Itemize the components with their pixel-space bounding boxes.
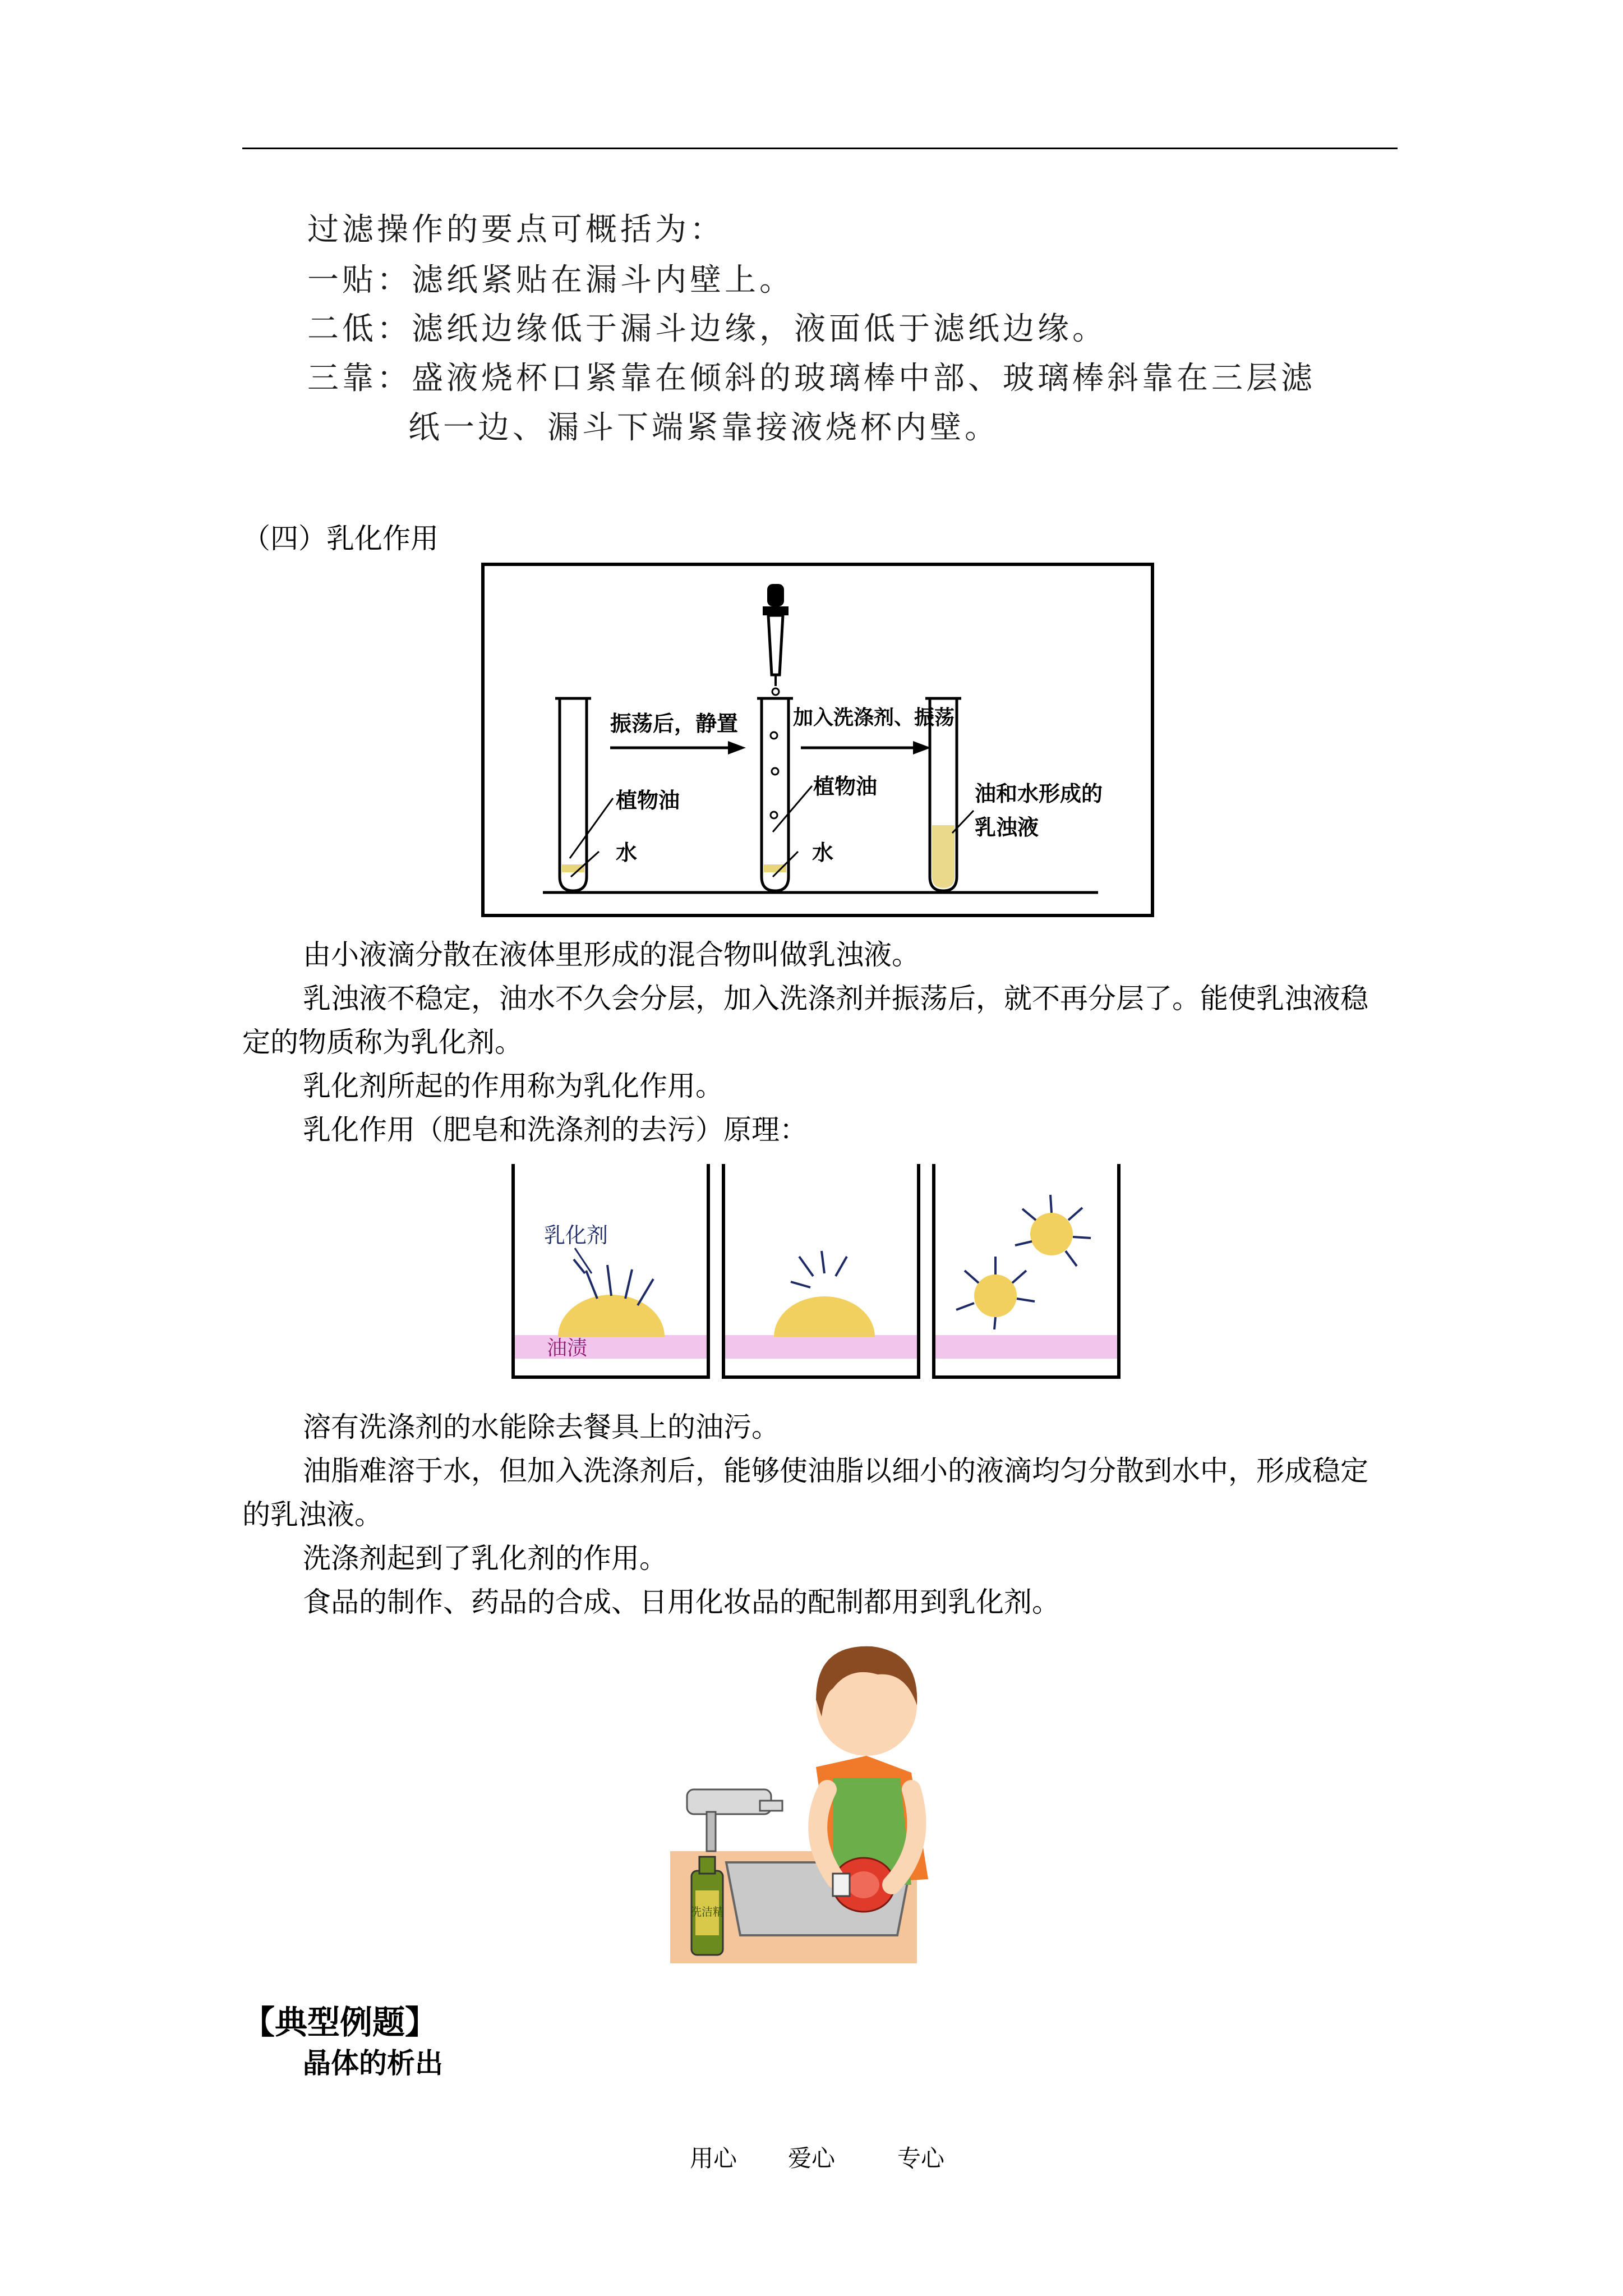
faucet-icon <box>687 1789 771 1814</box>
beaker-2 <box>723 1164 919 1377</box>
tube1-oil-label: 植物油 <box>616 788 680 813</box>
para-detergent-removes-oil: 溶有洗涤剂的水能除去餐具上的油污。 <box>303 1411 780 1443</box>
footer-part-1: 用心 <box>690 2145 737 2172</box>
para-emulsification-definition: 乳化剂所起的作用称为乳化作用。 <box>303 1070 723 1102</box>
emulsion-test-tube-diagram <box>481 563 1154 917</box>
tube3-label-line1: 油和水形成的 <box>975 781 1103 806</box>
note-line-2: 二低：滤纸边缘低于漏斗边缘，液面低于滤纸边缘。 <box>307 311 1107 347</box>
note-title: 过滤操作的要点可概括为： <box>307 211 725 248</box>
para-emulsification-principle: 乳化作用（肥皂和洗涤剂的去污）原理： <box>303 1114 808 1146</box>
arrow1-label: 振荡后，静置 <box>610 711 739 736</box>
cup-icon <box>833 1874 850 1896</box>
header-rule <box>242 148 1398 149</box>
bottle-label: 洗洁精 <box>690 1905 724 1918</box>
dishwashing-illustration <box>665 1621 956 1969</box>
emulsifier-principle-diagram <box>508 1158 1124 1383</box>
note-line-3b: 纸一边、漏斗下端紧靠接液烧杯内壁。 <box>408 409 999 446</box>
footer-part-3: 专心 <box>897 2145 945 2172</box>
beaker-3 <box>934 1164 1119 1377</box>
para-emulsion-definition: 由小液滴分散在液体里形成的混合物叫做乳浊液。 <box>303 938 920 971</box>
emulsifier-label: 乳化剂 <box>544 1223 608 1248</box>
para-oil-dispersion: 油脂难溶于水，但加入洗涤剂后，能够使油脂以细小的液滴均匀分散到水中，形成稳定 的乳浊液。 <box>242 1455 1368 1531</box>
detergent-bottle-icon <box>690 1857 724 1955</box>
tube1-water-label: 水 <box>616 840 638 865</box>
tube2-oil-label: 植物油 <box>813 774 878 799</box>
grease-label: 油渍 <box>547 1337 588 1360</box>
section-title: （四）乳化作用 <box>242 522 439 555</box>
note-line-3a: 三靠：盛液烧杯口紧靠在倾斜的玻璃棒中部、玻璃棒斜靠在三层滤 <box>307 360 1316 397</box>
tube2-water-label: 水 <box>812 840 834 865</box>
beaker-1 <box>513 1164 708 1377</box>
para-applications: 食品的制作、药品的合成、日用化妆品的配制都用到乳化剂。 <box>303 1586 1060 1618</box>
examples-heading: 【典型例题】 <box>242 2003 438 2041</box>
para-detergent-role: 洗涤剂起到了乳化剂的作用。 <box>303 1542 667 1575</box>
note-line-1: 一贴：滤纸紧贴在漏斗内壁上。 <box>307 262 794 298</box>
examples-subheading: 晶体的析出 <box>303 2046 443 2079</box>
arrow2-label: 加入洗涤剂、振荡 <box>793 706 955 729</box>
tube3-label-line2: 乳浊液 <box>975 815 1039 840</box>
para-emulsion-unstable: 乳浊液不稳定，油水不久会分层，加入洗涤剂并振荡后，就不再分层了。能使乳浊液稳 定的物质称为乳化剂。 <box>242 982 1368 1059</box>
footer-part-2: 爱心 <box>788 2145 836 2172</box>
